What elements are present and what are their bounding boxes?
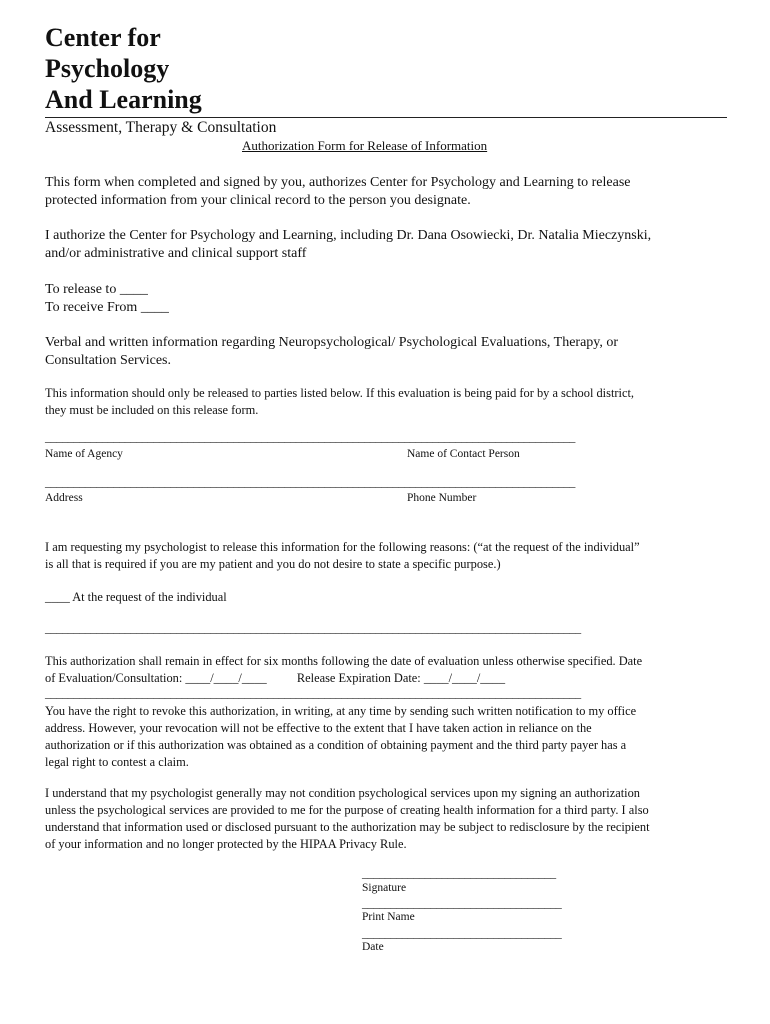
authorize-line-2: and/or administrative and clinical support staff	[45, 246, 307, 261]
parties-paragraph	[45, 385, 735, 419]
revoke-line-4: legal right to contest a claim.	[45, 755, 189, 769]
address-phone-line[interactable]: _____________________________________________________________________________________________	[45, 475, 576, 489]
org-name-line-2: Psychology	[45, 54, 170, 83]
expiration-date-field[interactable]: Release Expiration Date: ____/____/____	[296, 671, 506, 685]
tagline: Assessment, Therapy & Consultation	[45, 119, 277, 136]
hipaa-line-4: of your information and no longer protected by the HIPAA Privacy Rule.	[45, 837, 407, 851]
release-to-field[interactable]: To release to ____	[45, 282, 148, 297]
print-name-line[interactable]: ___________________________________	[362, 896, 562, 910]
hipaa-line-2: unless the psychological services are provided to me for the purpose of creating health information for a third party. I also	[45, 803, 649, 817]
intro-line-1: This form when completed and signed by you, authorizes Center for Psychology and Learning to release	[45, 175, 631, 190]
intro-paragraph	[45, 174, 735, 210]
hipaa-line-3: understand that information used or disclosed pursuant to the authorization may be subject to redisclosure by the recipient	[45, 820, 650, 834]
print-name-label: Print Name	[362, 911, 415, 923]
hipaa-line-1: I understand that my psychologist generally may not condition psychological services upon my signing an authorization	[45, 786, 640, 800]
info-type-line-1: Verbal and written information regarding Neuropsychological/ Psychological Evaluations, Therapy, or	[45, 335, 619, 350]
revoke-line-3: authorization or if this authorization was obtained as a condition of obtaining payment and the third party payer has a	[45, 738, 627, 752]
duration-line-1: This authorization shall remain in effect for six months following the date of evaluation unless otherwise specified. Date	[45, 654, 643, 668]
duration-rule: ______________________________________________________________________________________________	[45, 686, 581, 700]
intro-line-2: protected information from your clinical record to the person you designate.	[45, 193, 471, 208]
release-section	[45, 281, 735, 317]
parties-line-2: they must be included on this release form.	[45, 403, 259, 417]
signature-label: Signature	[362, 882, 407, 894]
parties-line-1: This information should only be released to parties listed below. If this evaluation is being paid for by a school district,	[45, 386, 635, 400]
reason-blank-line[interactable]: ______________________________________________________________________________________________	[45, 621, 581, 635]
authorize-line-1: I authorize the Center for Psychology and Learning, including Dr. Dana Osowiecki, Dr. Natalia Mieczynski,	[45, 228, 652, 243]
phone-number-label: Phone Number	[407, 492, 477, 504]
reasons-line-1: I am requesting my psychologist to release this information for the following reasons: (“at the request of the individual”	[45, 540, 640, 554]
duration-line-2	[45, 670, 735, 687]
authorize-paragraph	[45, 227, 735, 263]
header-divider	[45, 117, 727, 118]
contact-person-label: Name of Contact Person	[407, 448, 520, 460]
request-of-individual-option[interactable]: ____ At the request of the individual	[45, 590, 227, 604]
information-type-paragraph	[45, 334, 735, 370]
revoke-line-1: You have the right to revoke this authorization, in writing, at any time by sending such written notification to my office	[45, 704, 637, 718]
org-name-line-1: Center for	[45, 23, 161, 52]
form-title: Authorization Form for Release of Information	[242, 138, 488, 153]
date-line[interactable]: ___________________________________	[362, 926, 562, 940]
address-label: Address	[45, 492, 83, 504]
info-type-line-2: Consultation Services.	[45, 353, 171, 368]
signature-line[interactable]: __________________________________	[362, 866, 556, 880]
agency-contact-line[interactable]: _____________________________________________________________________________________________	[45, 430, 576, 444]
receive-from-field[interactable]: To receive From ____	[45, 300, 169, 315]
reasons-paragraph	[45, 539, 735, 573]
duration-paragraph	[45, 653, 735, 687]
reasons-line-2: is all that is required if you are my patient and you do not desire to state a specific purpose.)	[45, 557, 501, 571]
date-label: Date	[362, 941, 384, 953]
hipaa-paragraph	[45, 785, 735, 853]
org-name-line-3: And Learning	[45, 85, 202, 114]
revoke-line-2: address. However, your revocation will not be effective to the extent that I have taken action in reliance on the	[45, 721, 592, 735]
organization-name	[45, 22, 202, 115]
agency-label: Name of Agency	[45, 448, 123, 460]
revocation-paragraph	[45, 703, 735, 771]
evaluation-date-field[interactable]: of Evaluation/Consultation: ____/____/____	[45, 671, 267, 685]
